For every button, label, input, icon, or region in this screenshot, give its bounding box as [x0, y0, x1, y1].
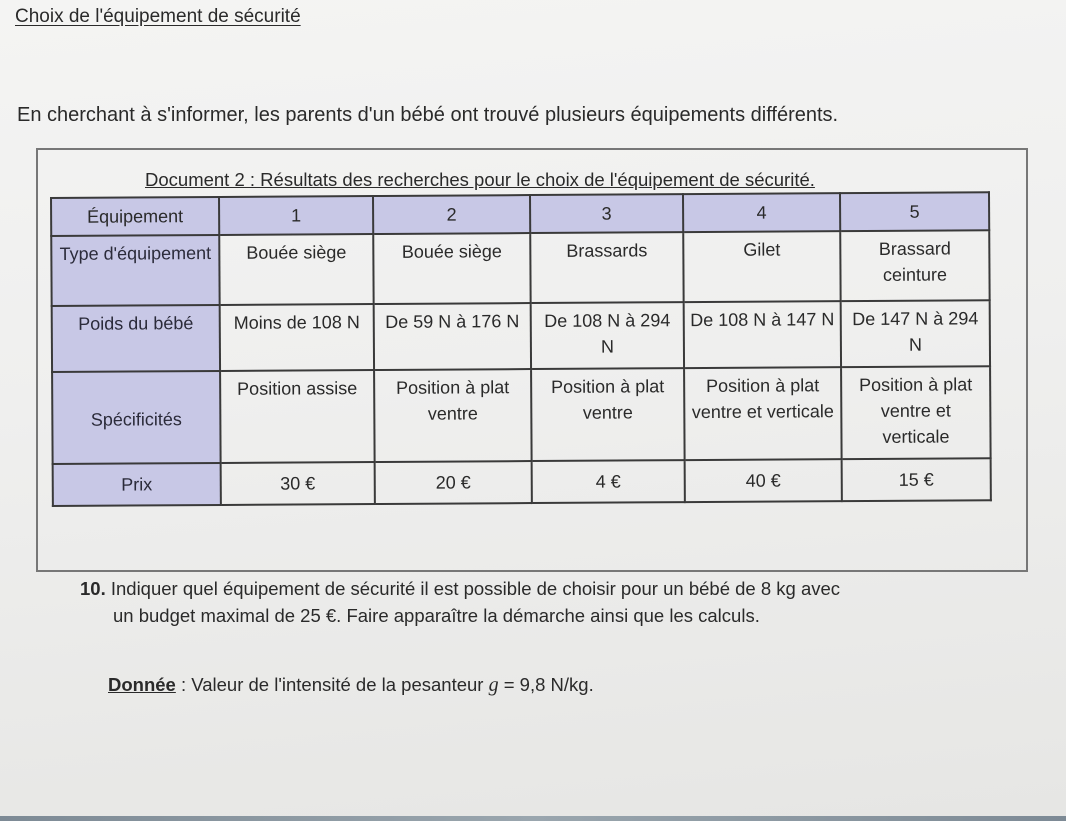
- table-row: [52, 300, 990, 372]
- table-row: [52, 366, 991, 464]
- screen-bottom-edge: [0, 816, 1066, 821]
- question-line-2: un budget maximal de 25 €. Faire apparaître la démarche ainsi que les calculs.: [113, 605, 760, 626]
- question-line-1: Indiquer quel équipement de sécurité il est possible de choisir pour un bébé de 8 kg avec: [110, 578, 841, 599]
- document-title: Document 2 : Résultats des recherches pour le choix de l'équipement de sécurité.: [145, 169, 815, 190]
- header-cell: 3: [530, 194, 683, 233]
- row-header: Prix: [53, 463, 221, 506]
- row-header: Spécificités: [52, 371, 221, 464]
- gravity-variable: g: [488, 674, 499, 696]
- table-cell: De 147 N à 294 N: [841, 300, 990, 367]
- table-cell: 20 €: [375, 461, 532, 504]
- table-cell: Brassard ceinture: [840, 230, 989, 301]
- table-cell: De 59 N à 176 N: [374, 303, 531, 370]
- table-cell: Position à plat ventre et verticale: [684, 367, 842, 460]
- table-cell: Position à plat ventre et verticale: [841, 366, 991, 459]
- table-cell: Gilet: [683, 231, 840, 302]
- table-cell: 30 €: [221, 462, 375, 505]
- header-cell: 4: [683, 193, 840, 232]
- intro-text: En cherchant à s'informer, les parents d'un bébé ont trouvé plusieurs équipements différents.: [17, 104, 839, 126]
- row-header: Poids du bébé: [52, 305, 220, 372]
- table-cell: Bouée siège: [373, 233, 530, 304]
- table-cell: De 108 N à 294 N: [531, 302, 684, 369]
- header-cell: Équipement: [51, 197, 219, 236]
- header-cell: 5: [840, 192, 989, 231]
- table-cell: Brassards: [530, 232, 683, 303]
- table-cell: Position assise: [220, 370, 375, 463]
- header-cell: 2: [373, 195, 530, 234]
- table-row: [51, 230, 989, 306]
- table-cell: De 108 N à 147 N: [684, 301, 841, 368]
- table-cell: Position à plat ventre: [374, 369, 532, 462]
- page-title: Choix de l'équipement de sécurité: [15, 6, 301, 27]
- given-data-text: : Valeur de l'intensité de la pesanteur: [175, 674, 489, 695]
- table-cell: 4 €: [532, 460, 685, 503]
- table-header-row: [51, 192, 989, 236]
- results-table: [50, 191, 992, 507]
- question-number: 10.: [80, 578, 106, 599]
- table-cell: 15 €: [842, 458, 991, 501]
- given-data-label: Donnée: [108, 674, 176, 695]
- row-header: Type d'équipement: [51, 235, 219, 306]
- table-cell: Bouée siège: [219, 234, 373, 305]
- table-cell: 40 €: [685, 459, 842, 502]
- gravity-value: = 9,8 N/kg.: [498, 674, 594, 695]
- table-row: [53, 458, 991, 506]
- question-10: [80, 575, 1040, 629]
- given-data: [108, 674, 594, 697]
- header-cell: 1: [219, 196, 373, 235]
- table-cell: Position à plat ventre: [531, 368, 685, 461]
- table-cell: Moins de 108 N: [220, 304, 374, 371]
